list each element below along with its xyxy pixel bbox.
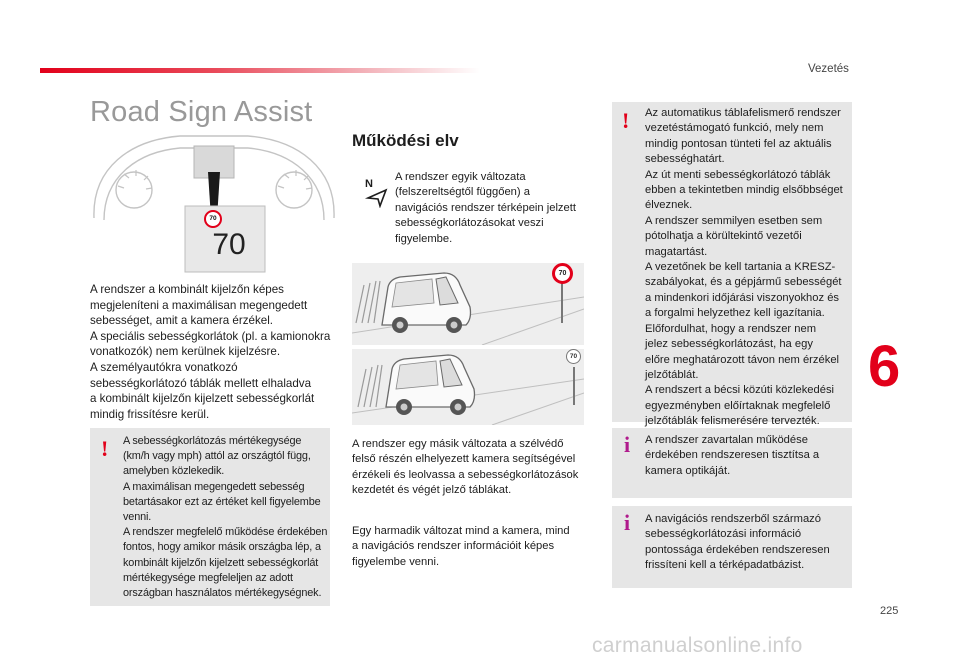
map-update-text: A navigációs rendszerből származó sebességkorlátozási információ pontossága érdekében rendszeresen frissíteni kell a térképadatbázist. <box>645 513 830 572</box>
unit-warning-box <box>90 428 330 606</box>
exclamation-icon: ! <box>101 436 109 461</box>
camera-text: A rendszer egy másik változata a szélvédő felső részén elhelyezett kamera segítségével érzékeli és leolvassa a sebességkorlátozások kezdetét és végét jelző táblákat. <box>352 438 579 497</box>
operating-principle-heading: Működési elv <box>352 131 459 150</box>
watermark: carmanualsonline.info <box>592 634 803 657</box>
page-number: 225 <box>880 605 899 617</box>
exclamation-icon: ! <box>622 108 630 133</box>
system-warning-text: Az automatikus táblafelismerő rendszer vezetéstámogató funkció, mely nem mindig pontosan tünteti fel az aktuális sebességhatárt. Az út menti sebességkorlátozó táblák ebben a tekintetben mindig elsőbbséget élveznek. A rendszer semmilyen esetben sem pótolhatja a körültekintő vezetői magatartást. A vezetőnek be kell tartania a KRESZ- szabályokat, és a gépjármű sebességét a mindenkori időjárási viszonyokhoz és a forgalmi helyzethez kell igazítania. Előfordulhat, hogy a rendszer nem jelez sebességkorlátozást, ha egy előre meghatározott távon nem érzékel jelzőtáblát. A rendszert a bécsi közúti közlekedési egyezményben előírtaknak megfelelő jelzőtáblák felismerésére tervezték. <box>645 107 843 428</box>
header-accent-bar <box>40 68 480 73</box>
cluster-speed-display: 70 <box>212 228 246 261</box>
van-illustration-approaching <box>352 263 584 345</box>
page-title: Road Sign Assist <box>90 96 313 128</box>
system-warning-box <box>612 102 852 428</box>
intro-text: A rendszer a kombinált kijelzőn képes megjeleníteni a maximálisan megengedett sebességet, amit a kamera érzékel. A speciális sebességkorlátok (pl. a kamionokra vonatkozók) nem kerülnek kijelzésre. A személyautókra vonatkozó sebességkorlátozó táblák mellett elhaladva a kombinált kijelzőn kijelzett sebességkorlát mindig frissítésre kerül. <box>90 283 331 421</box>
combined-text: Egy harmadik változat mind a kamera, mind a navigációs rendszer információit képes figyelembe venni. <box>352 525 570 568</box>
navigation-text: A rendszer egyik változata (felszereltségtől függően) a navigációs rendszer térképein jelzett sebességkorlátozásokat veszi figyelembe. <box>395 171 576 245</box>
camera-cleaning-info-box <box>612 428 852 498</box>
camera-cleaning-text: A rendszer zavartalan működése érdekében rendszeresen tisztítsa a kamera optikáját. <box>645 434 820 477</box>
cluster-speed-sign-icon <box>204 210 222 228</box>
info-icon: i <box>624 510 631 535</box>
road-speed-sign-icon: 70 <box>566 349 581 364</box>
info-icon: i <box>624 432 631 457</box>
section-title: Vezetés <box>808 63 849 75</box>
chapter-number: 6 <box>868 334 901 399</box>
road-speed-sign-icon: 70 <box>552 263 573 284</box>
van-illustration-passing <box>352 349 584 425</box>
unit-warning-text: A sebességkorlátozás mértékegysége (km/h vagy mph) attól az országtól függ, amelyben közlekedik. A maximálisan megengedett sebesség betartásakor ezt az értéket kell figyelembe venni. A rendszer megfelelő működése érdekében fontos, hogy amikor másik országba lép, a kombinált kijelzőn kijelzett sebességkorlát mértékegysége megfeleljen az adott országban használatos mértékegységnek. <box>123 435 328 600</box>
navigation-icon: N <box>364 178 390 208</box>
cluster-sign-value: 70 <box>209 215 217 222</box>
map-update-info-box <box>612 506 852 588</box>
